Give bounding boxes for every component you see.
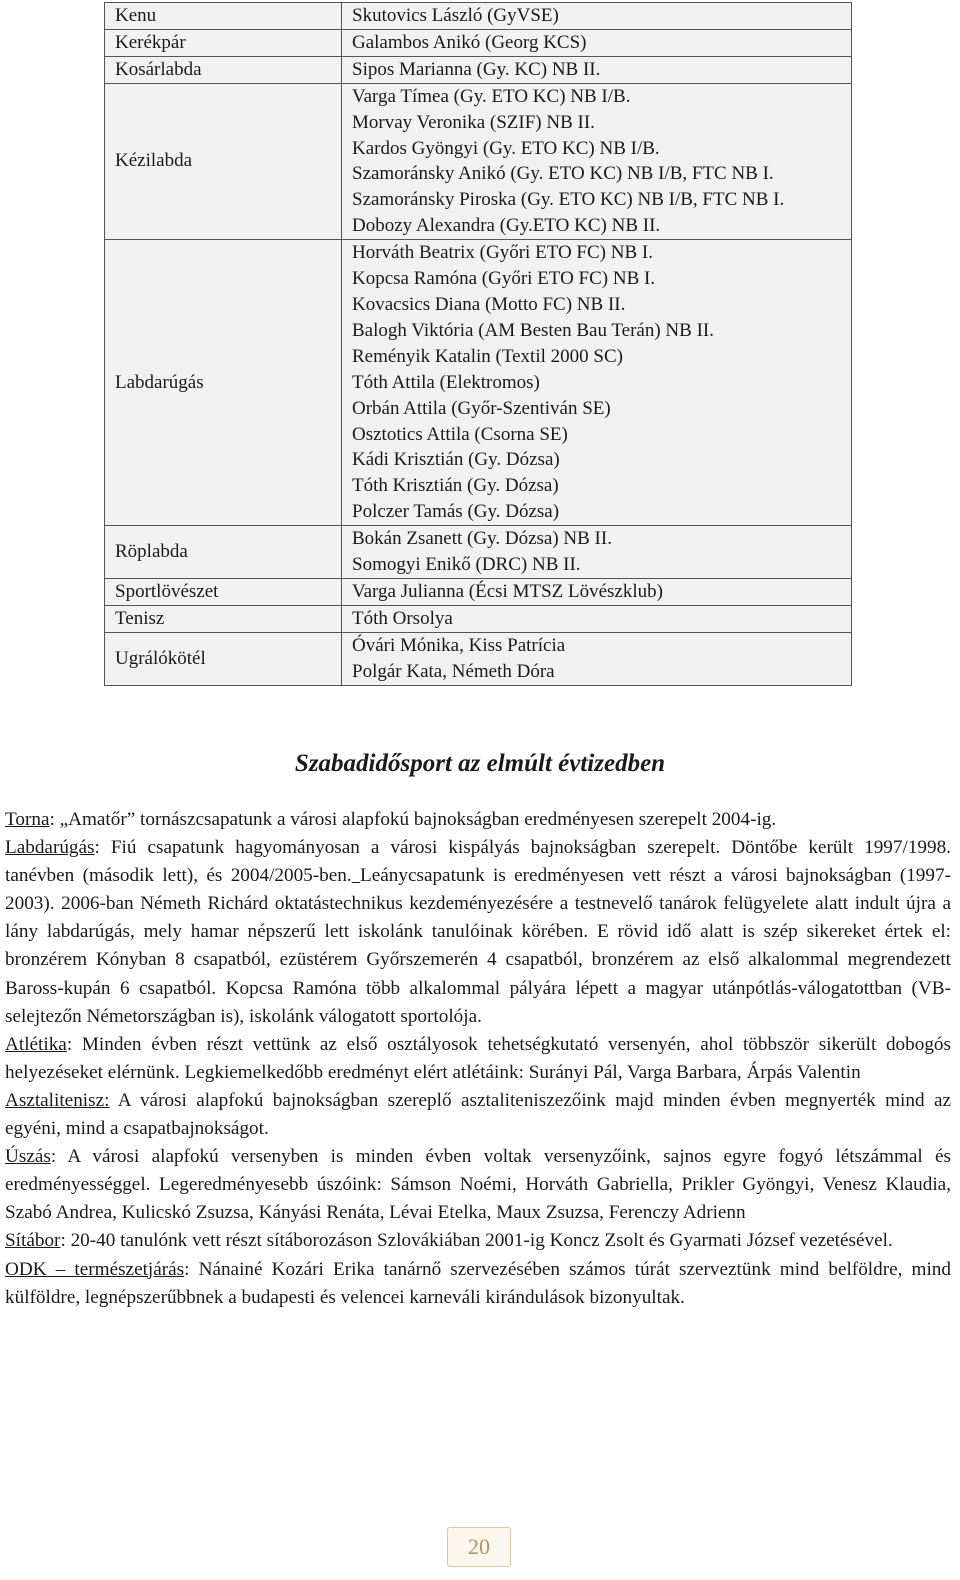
paragraph-sitabor: Sítábor: 20-40 tanulónk vett részt sítáborozáson Szlovákiában 2001-ig Koncz Zsolt és Gyarmati József vezetésével. [5,1230,893,1252]
section-title: Szabadidősport az elmúlt évtizedben [294,750,666,777]
label-uszas: Úszás [5,1146,51,1168]
athlete-name: Varga Tímea (Gy. ETO KC) NB I/B. [352,85,631,107]
athlete-names [342,3,852,30]
table-row [105,83,852,239]
paragraph-odk: ODK – természetjárás: Nánainé Kozári Erika tanárnő szervezésében számos túrát szerveztünk mind belföldre, mind külföldre, legnépszerűbbnek a budapesti és velencei karneváli kirándulások bizonyultak. [5,1258,951,1308]
athlete-name: Kardos Gyöngyi (Gy. ETO KC) NB I/B. [352,137,660,159]
athlete-name: Kovacsics Diana (Motto FC) NB II. [352,293,626,315]
athlete-name: Kopcsa Ramóna (Győri ETO FC) NB I. [352,268,656,290]
athlete-name: Balogh Viktória (AM Besten Bau Terán) NB II. [352,319,714,341]
athlete-name: Orbán Attila (Győr-Szentiván SE) [352,397,611,419]
label-torna: Torna [5,809,50,830]
table-row [105,605,852,632]
label-sitabor: Sítábor [5,1230,61,1252]
table-row [105,3,852,30]
athlete-names [342,56,852,83]
athlete-name: Dobozy Alexandra (Gy.ETO KC) NB II. [352,215,661,237]
athlete-name: Morvay Veronika (SZIF) NB II. [352,111,595,133]
athlete-name: Kádi Krisztián (Gy. Dózsa) [352,449,560,471]
sport-category: Kenu [105,3,342,30]
sport-category: Labdarúgás [105,240,342,526]
paragraph-labdarugas: Labdarúgás: Fiú csapatunk hagyományosan a városi kispályás bajnokságban szerepelt. Döntőbe került 1997/1998. tanévben (második lett), és 2004/2005-ben. Leánycsapatunk is eredményesen vett részt a városi bajnokságban (1997-2003). 2006-ban Németh Richárd oktatástechnikus kezdeményezésére a testnevelő tanárok felügyelete alatt indult újra a lány labdarúgás, mely hamar népszerű lett iskolánk tanulóinak körében. E rövid idő alatt is szép sikereket értek el: bronzérem Kónyban 8 csapatból, ezüstérem Győrszemerén 4 csapatból, bronzérem az első alkalommal megrendezett Baross-kupán 6 csapatból. Kopcsa Ramóna több alkalommal pályára lépett a magyar utánpótlás-válogatottban (VB-selejtezőn Németországban is), iskolánk válogatott sportolója. [5,837,951,1027]
sport-category: Sportlövészet [105,578,342,605]
table-row [105,632,852,685]
athlete-names [342,240,852,526]
label-atletika: Atlétika [5,1033,67,1055]
paragraph-uszas: Úszás: A városi alapfokú versenyben is minden évben voltak versenyzőink, sajnos egyre fogyó létszámmal és eredményességgel. Legeredményesebb úszóink: Sámson Noémi, Horváth Gabriella, Prikler Gyöngyi, Venesz Klaudia, Szabó Andrea, Kulicskó Zsuzsa, Kányási Renáta, Lévai Etelka, Maux Zsuzsa, Ferenczy Adrienn [5,1146,951,1224]
sport-category: Kerékpár [105,29,342,56]
sport-category: Kézilabda [105,83,342,239]
sport-category: Röplabda [105,526,342,579]
athlete-names [342,605,852,632]
athlete-name: Horváth Beatrix (Győri ETO FC) NB I. [352,242,653,264]
athlete-names [342,29,852,56]
athlete-name: Óvári Mónika, Kiss Patrícia [352,634,566,656]
table-row [105,56,852,83]
label-odk: ODK – természetjárás [5,1258,185,1280]
athlete-name: Osztotics Attila (Csorna SE) [352,423,568,445]
table-row [105,240,852,526]
table-row [105,578,852,605]
section-body [5,806,951,1312]
table-row [105,29,852,56]
athlete-name: Szamoránsky Piroska (Gy. ETO KC) NB I/B, FTC NB I. [352,189,785,211]
sport-category: Kosárlabda [105,56,342,83]
athlete-name: Somogyi Enikő (DRC) NB II. [352,554,581,576]
athlete-names [342,578,852,605]
athlete-name: Reményik Katalin (Textil 2000 SC) [352,345,623,367]
athlete-name: Polgár Kata, Németh Dóra [352,660,555,682]
table-row [105,526,852,579]
paragraph-torna: Torna: „Amatőr” tornászcsapatunk a városi alapfokú bajnokságban eredményesen szerepelt 2004-ig. [5,809,777,830]
athlete-name: Varga Julianna (Écsi MTSZ Lövészklub) [352,580,663,602]
athlete-name: Skutovics László (GyVSE) [352,5,559,26]
sport-category: Ugrálókötél [105,632,342,685]
athlete-name: Sipos Marianna (Gy. KC) NB II. [352,58,601,80]
athlete-names [342,526,852,579]
label-labdarugas: Labdarúgás [5,837,95,859]
athlete-name: Tóth Orsolya [352,607,453,629]
label-asztalitenisz: Asztalitenisz: [5,1089,110,1111]
athlete-name: Szamoránsky Anikó (Gy. ETO KC) NB I/B, FTC NB I. [352,163,774,185]
paragraph-asztalitenisz: Asztalitenisz: A városi alapfokú bajnokságban szereplő asztaliteniszezőink majd minden évben megnyerték mind az egyéni, mind a csapatbajnokságot. [5,1089,951,1140]
athlete-name: Galambos Anikó (Georg KCS) [352,31,587,53]
athletes-table [104,2,852,686]
athlete-names [342,632,852,685]
athlete-name: Polczer Tamás (Gy. Dózsa) [352,501,560,523]
sport-category: Tenisz [105,605,342,632]
athlete-names [342,83,852,239]
page-number: 20 [447,1527,511,1567]
athlete-name: Bokán Zsanett (Gy. Dózsa) NB II. [352,528,612,550]
paragraph-atletika: Atlétika: Minden évben részt vettünk az első osztályosok tehetségkutató versenyén, ahol többször sikerült dobogós helyezéseket elérnünk. Legkiemelkedőbb eredményt elért atlétáink: Surányi Pál, Varga Barbara, Árpás Valentin [5,1033,951,1083]
athlete-name: Tóth Attila (Elektromos) [352,371,540,393]
athlete-name: Tóth Krisztián (Gy. Dózsa) [352,475,559,497]
